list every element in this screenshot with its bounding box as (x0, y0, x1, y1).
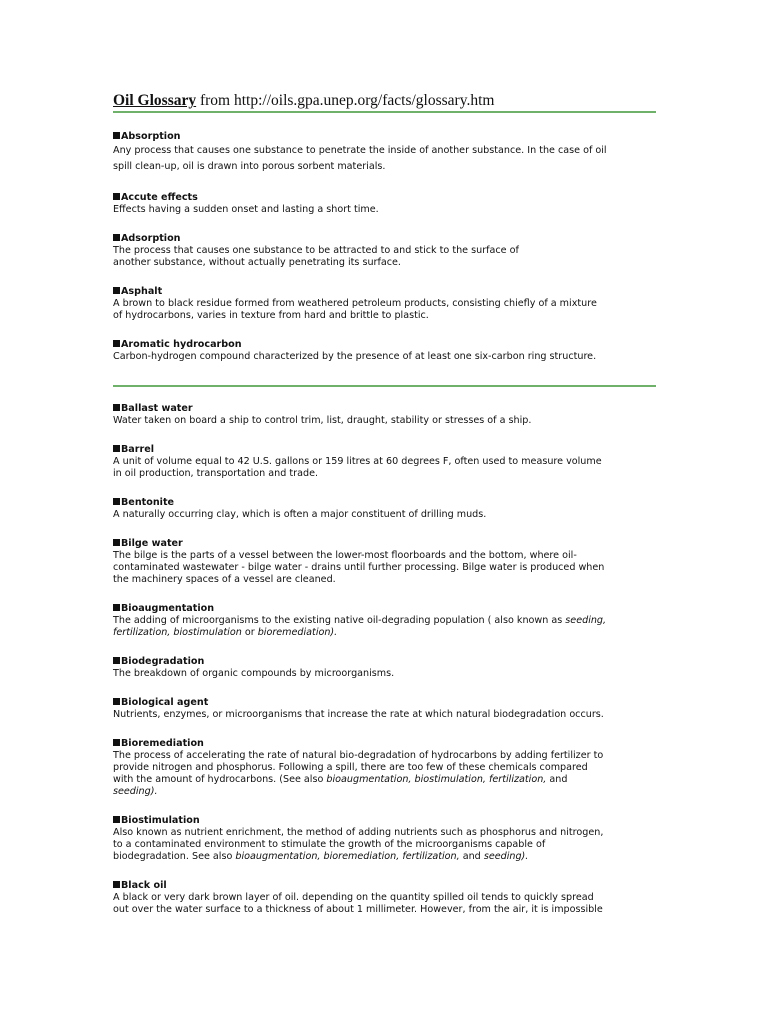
glossary-entry-bilge-water (113, 538, 658, 586)
page-title (113, 92, 658, 110)
definition-text: The adding of microorganisms to the existing native oil-degrading population ( also known as (113, 615, 566, 626)
entry-term: Bioremediation (113, 738, 658, 750)
section-divider (113, 385, 656, 387)
definition-line (113, 851, 658, 863)
definition-italic: bioremediation). (257, 627, 338, 638)
entry-definition (113, 456, 658, 480)
glossary-entry-bioaugmentation (113, 603, 658, 639)
glossary-entry-asphalt (113, 286, 658, 322)
entry-term: Asphalt (113, 286, 658, 298)
glossary-entry-absorption (113, 131, 658, 175)
glossary-entry-bioremediation (113, 738, 658, 798)
glossary-entry-barrel (113, 444, 658, 480)
entry-definition (113, 351, 658, 363)
entry-term: Biodegradation (113, 656, 658, 668)
entry-term: Biostimulation (113, 815, 658, 827)
definition-line: the machinery spaces of a vessel are cleaned. (113, 574, 336, 585)
glossary-page (113, 92, 658, 916)
definition-text: or (241, 627, 258, 638)
glossary-entry-adsorption (113, 233, 658, 269)
definition-italic: seeding). (483, 851, 529, 862)
definition-line: Water taken on board a ship to control trim, list, draught, stability or stresses of a ship. (113, 415, 532, 426)
definition-line: The process that causes one substance to be attracted to and stick to the surface of (113, 245, 519, 256)
glossary-entry-ballast-water (113, 403, 658, 427)
definition-line: Effects having a sudden onset and lasting a short time. (113, 204, 379, 215)
definition-italic: bioaugmentation, bioremediation, fertilization, (235, 851, 460, 862)
definition-line: another substance, without actually penetrating its surface. (113, 257, 401, 268)
definition-text: with the amount of hydrocarbons. (See also (113, 774, 327, 785)
definition-line: spill clean-up, oil is drawn into porous sorbent materials. (113, 161, 386, 172)
definition-line: to a contaminated environment to stimulate the growth of the microorganisms capable of (113, 839, 546, 850)
definition-line: A brown to black residue formed from weathered petroleum products, consisting chiefly of a mixture (113, 298, 597, 309)
entry-definition (113, 509, 658, 521)
glossary-entry-biodegradation (113, 656, 658, 680)
title-main: Oil Glossary (113, 92, 197, 109)
definition-text: and (459, 851, 484, 862)
definition-italic: bioaugmentation, biostimulation, fertilization, (326, 774, 547, 785)
glossary-entry-bentonite (113, 497, 658, 521)
definition-line: provide nitrogen and phosphorus. Following a spill, there are too few of these chemicals compared (113, 762, 588, 773)
definition-text: biodegradation. See also (113, 851, 236, 862)
glossary-entry-accute-effects (113, 192, 658, 216)
glossary-section-a (113, 131, 658, 363)
entry-definition (113, 143, 658, 175)
entry-term: Biological agent (113, 697, 658, 709)
definition-line: A black or very dark brown layer of oil. depending on the quantity spilled oil tends to quickly spread (113, 892, 594, 903)
glossary-entry-biostimulation (113, 815, 658, 863)
definition-line (113, 786, 658, 798)
definition-line: in oil production, transportation and trade. (113, 468, 319, 479)
definition-line (113, 627, 658, 639)
entry-definition (113, 415, 658, 427)
entry-definition (113, 204, 658, 216)
definition-line: The bilge is the parts of a vessel between the lower-most floorboards and the bottom, where oil- (113, 550, 577, 561)
glossary-section-b (113, 403, 658, 916)
entry-term: Absorption (113, 131, 658, 143)
definition-line: A unit of volume equal to 42 U.S. gallons or 159 litres at 60 degrees F, often used to measure volume (113, 456, 602, 467)
definition-line: Carbon-hydrogen compound characterized by the presence of at least one six-carbon ring structure. (113, 351, 597, 362)
glossary-entry-biological-agent (113, 697, 658, 721)
definition-italic: seeding). (113, 786, 158, 797)
definition-line: Any process that causes one substance to penetrate the inside of another substance. In the case of oil (113, 145, 607, 156)
title-divider (113, 111, 656, 113)
definition-line: The breakdown of organic compounds by microorganisms. (113, 668, 395, 679)
definition-line: Also known as nutrient enrichment, the method of adding nutrients such as phosphorus and nitrogen, (113, 827, 604, 838)
entry-term: Bentonite (113, 497, 658, 509)
entry-definition (113, 892, 658, 916)
definition-line (113, 774, 658, 786)
entry-definition (113, 245, 658, 269)
definition-line: out over the water surface to a thickness of about 1 millimeter. However, from the air, it is impossible (113, 904, 603, 915)
entry-term: Barrel (113, 444, 658, 456)
entry-definition (113, 668, 658, 680)
definition-line (113, 615, 658, 627)
definition-line: The process of accelerating the rate of natural bio-degradation of hydrocarbons by adding fertilizer to (113, 750, 604, 761)
entry-definition (113, 827, 658, 863)
definition-line: A naturally occurring clay, which is often a major constituent of drilling muds. (113, 509, 487, 520)
entry-term: Bilge water (113, 538, 658, 550)
definition-text: and (546, 774, 568, 785)
entry-term: Black oil (113, 880, 658, 892)
definition-line: Nutrients, enzymes, or microorganisms that increase the rate at which natural biodegradation occurs. (113, 709, 604, 720)
entry-term: Ballast water (113, 403, 658, 415)
glossary-entry-aromatic-hydrocarbon (113, 339, 658, 363)
entry-definition (113, 750, 658, 798)
definition-italic: seeding, (565, 615, 607, 626)
definition-italic: fertilization, biostimulation (113, 627, 242, 638)
entry-term: Aromatic hydrocarbon (113, 339, 658, 351)
entry-term: Accute effects (113, 192, 658, 204)
entry-term: Bioaugmentation (113, 603, 658, 615)
entry-definition (113, 298, 658, 322)
definition-line: contaminated wastewater - bilge water - drains until further processing. Bilge water is produced when (113, 562, 605, 573)
entry-term: Adsorption (113, 233, 658, 245)
entry-definition (113, 709, 658, 721)
glossary-entry-black-oil (113, 880, 658, 916)
definition-line: of hydrocarbons, varies in texture from hard and brittle to plastic. (113, 310, 429, 321)
entry-definition (113, 615, 658, 639)
title-source: from http://oils.gpa.unep.org/facts/glossary.htm (196, 92, 495, 109)
entry-definition (113, 550, 658, 586)
